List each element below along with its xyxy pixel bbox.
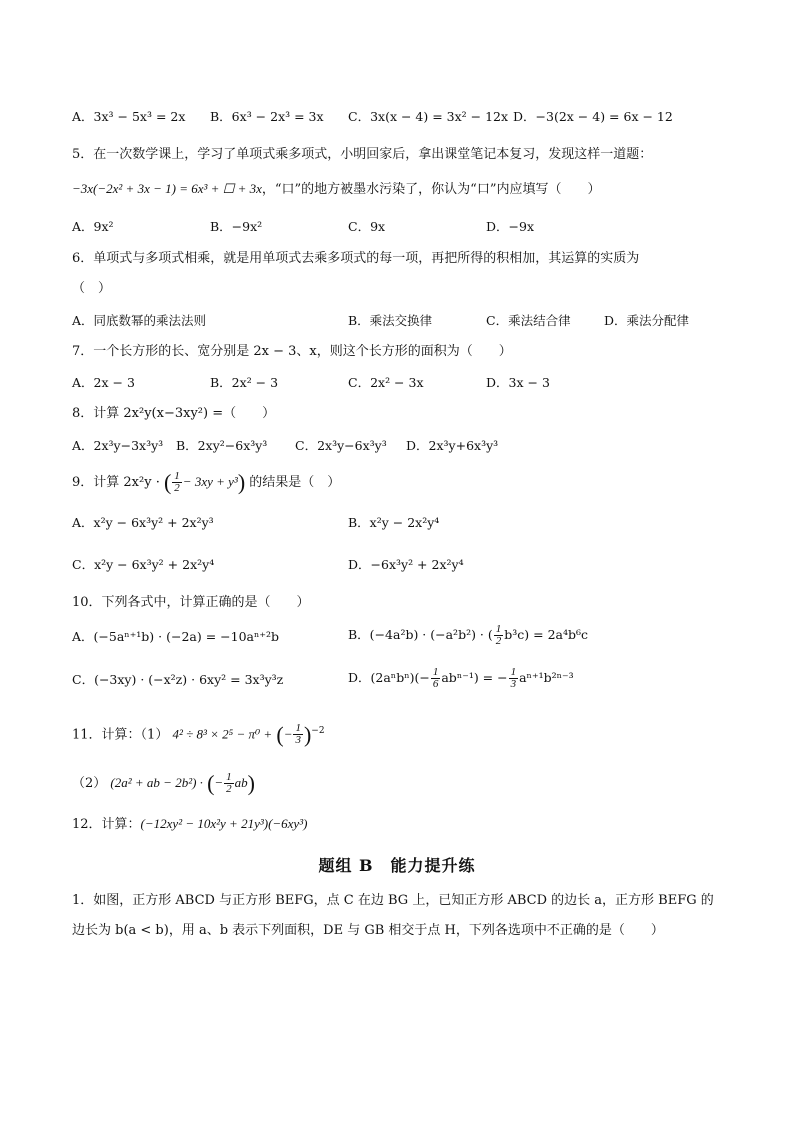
q9-option-b: B．x²y − 2x²y⁴	[348, 515, 440, 530]
q5-option-a: A．9x²	[72, 219, 114, 234]
q5-option-b: B．−9x²	[210, 219, 263, 234]
q11-2-open-paren: (	[207, 770, 215, 796]
q9-open-paren: (	[163, 469, 172, 495]
q4-option-c: C．3x(x − 4) = 3x² − 12x	[348, 109, 509, 124]
q11-2-close-paren: )	[247, 770, 255, 796]
q11-expr2: (2a² + ab − 2b²) ·	[110, 775, 203, 790]
q6-option-a: A．同底数幂的乘法法则	[72, 313, 207, 328]
q7-option-b: B．2x² − 3	[210, 375, 279, 390]
q5-formula-line	[72, 180, 600, 199]
q9-option-d: D．−6x³y² + 2x²y⁴	[348, 557, 464, 572]
q11-open-paren: (	[276, 721, 284, 747]
q9-fraction: $\frac{1}{2}$	[174, 470, 180, 494]
q10-option-a: A．(−5aⁿ⁺¹b) · (−2a) = −10aⁿ⁺²b	[72, 629, 280, 644]
q5-option-c: C．9x	[348, 219, 386, 234]
q4-option-a: A．3x³ − 5x³ = 2x	[72, 109, 186, 124]
q11-label: 11．计算：（1）	[72, 727, 169, 743]
q11-label2: （2）	[72, 776, 107, 791]
q6-option-d: D．乘法分配律	[604, 313, 690, 328]
q5-stem: 5．在一次数学课上，学习了单项式乘多项式，小明回家后，拿出课堂笔记本复习，发现这样一道题：	[72, 147, 653, 162]
q7-option-a: A．2x − 3	[72, 375, 135, 390]
q10-b-fraction: $\frac{1}{2}$	[495, 623, 502, 647]
q7-option-d: D．3x − 3	[486, 375, 550, 390]
q12-label: 12．计算：	[72, 817, 141, 832]
q9-close-paren: )	[237, 469, 246, 495]
q10-stem: 10．下列各式中，计算正确的是（ ）	[72, 595, 310, 610]
q12-expr: (−12xy² − 10x²y + 21y³)(−6xy³)	[140, 816, 308, 831]
q10-d-fraction-2: $\frac{1}{3}$	[510, 666, 517, 690]
q10-option-b: B．(−4a²b) · (−a²b²) · ( $\frac{1}{2}$ b³c) = 2a⁴b⁶c	[348, 623, 589, 647]
q4-option-b: B．6x³ − 2x³ = 3x	[210, 109, 324, 124]
q8-option-b: B．2xy²−6x³y³	[176, 438, 268, 453]
q8-option-c: C．2x³y−6x³y³	[295, 438, 387, 453]
q7-option-c: C．2x² − 3x	[348, 375, 424, 390]
q11-close-paren: )	[303, 721, 312, 747]
q11-2-fraction: $\frac{1}{2}$	[226, 771, 232, 795]
q11-part2: （2） (2a² + ab − 2b²) · (− $\frac{1}{2}$ ab)	[72, 770, 255, 796]
q9-prefix: 9．计算 2x²y ·	[72, 475, 160, 490]
q12-line	[72, 815, 307, 834]
q11-part1: 11．计算：（1） 4² ÷ 8³ × 2⁵ − π⁰ + (− $\frac{1}{3}$ )$^{-2}$	[72, 721, 325, 747]
q6-stem: 6．单项式与多项式相乘，就是用单项式去乘多项式的每一项，再把所得的积相加，其运算的实质为	[72, 251, 640, 266]
q9-suffix: 的结果是（ ）	[249, 475, 341, 490]
q9-option-a: A．x²y − 6x³y² + 2x²y³	[72, 515, 214, 530]
q11-exponent: −2	[311, 726, 325, 736]
q9-option-c: C．x²y − 6x³y² + 2x²y⁴	[72, 557, 215, 572]
b1-question: 1．如图，正方形 ABCD 与正方形 BEFG，点 C 在边 BG 上，已知正方形 ABCD 的边长 a，正方形 BEFG 的边长为 b(a < b)，用 a、b 表示下列面积，DE 与 GB 相交于点 H，下列各选项中不正确的是（ ）	[72, 893, 714, 938]
q4-option-d: D．−3(2x − 4) = 6x − 12	[513, 109, 673, 124]
q6-option-c: C．乘法结合律	[486, 313, 571, 328]
q10-d-fraction-1: $\frac{1}{6}$	[432, 666, 439, 690]
q5-formula: −3x(−2x² + 3x − 1) = 6x³ + ☐ + 3x	[72, 181, 262, 196]
q5-option-d: D．−9x	[486, 219, 534, 234]
q9-stem	[72, 470, 340, 495]
section-heading: 题组 B 能力提升练	[318, 856, 476, 875]
q6-option-b: B．乘法交换律	[348, 313, 433, 328]
q10-option-d: D．(2aⁿbⁿ)(− $\frac{1}{6}$ abⁿ⁻¹) = − $\frac{1}{3}$ aⁿ⁺¹b²ⁿ⁻³	[348, 666, 574, 690]
q11-expr1: 4² ÷ 8³ × 2⁵ − π⁰ +	[172, 726, 273, 742]
q11-fraction: $\frac{1}{3}$	[295, 722, 301, 747]
q8-stem: 8．计算 2x²y(x−3xy²) =（ ）	[72, 406, 276, 421]
q8-option-d: D．2x³y+6x³y³	[406, 438, 499, 453]
q7-stem: 7．一个长方形的长、宽分别是 2x − 3、x，则这个长方形的面积为（ ）	[72, 344, 512, 359]
q6-paren: （ ）	[72, 281, 112, 296]
q10-option-c: C．(−3xy) · (−x²z) · 6xy² = 3x³y³z	[72, 672, 284, 687]
q9-rest: − 3xy + y³	[182, 474, 238, 489]
q8-option-a: A．2x³y−3x³y³	[72, 438, 164, 453]
q5-tail: ，“口”的地方被墨水污染了，你认为“口”内应填写（ ）	[261, 182, 601, 197]
